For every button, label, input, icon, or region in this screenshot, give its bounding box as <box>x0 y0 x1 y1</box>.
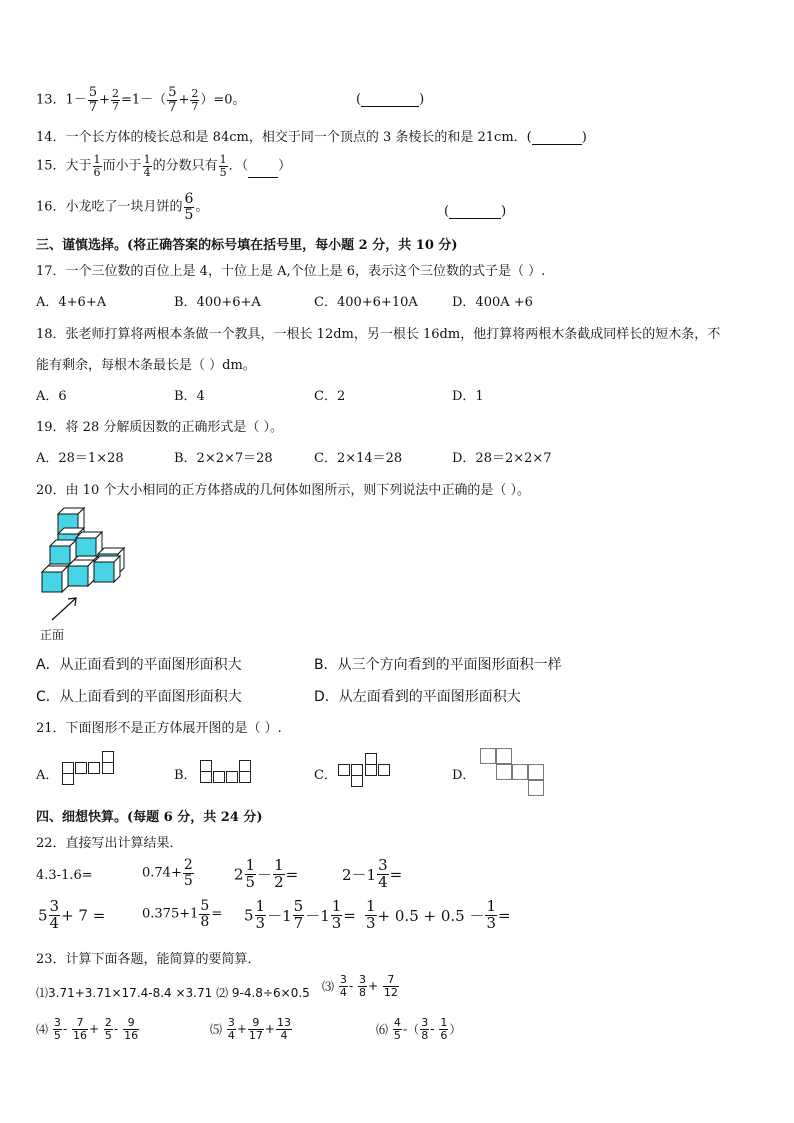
front-arrow-icon <box>46 594 82 624</box>
option-21-a[interactable]: A． <box>36 768 59 783</box>
cube <box>94 556 120 582</box>
option-17-c[interactable]: C．400+6+10A <box>314 295 418 310</box>
question-18-line-2: 能有剩余，每根木条最长是（ ）dm。 <box>36 358 256 373</box>
option-17-b[interactable]: B．400+6+A <box>174 295 261 310</box>
answer-blank-15[interactable] <box>248 177 278 178</box>
option-19-c[interactable]: C．2×14＝28 <box>314 451 403 466</box>
question-16: 16．小龙吃了一块月饼的 $\frac{6}{5}$ 。 <box>36 191 209 223</box>
problem-23-6: ⑹ $\frac{4}{5}$ -（ $\frac{3}{8}$ - $\frac{1}{6}$ ） <box>376 1016 462 1042</box>
option-17-a[interactable]: A．4+6+A <box>36 295 107 310</box>
answer-blank-16[interactable]: ( ) <box>444 204 507 219</box>
question-17: 17．一个三位数的百位上是 4，十位上是 A,个位上是 6，表示这个三位数的式子是（ ）. <box>36 264 546 279</box>
question-15: 15．大于 $\frac{1}{6}$ 而小于 $\frac{1}{4}$ 的分数只有 $\frac{1}{5}$ ．（ ） <box>36 153 292 179</box>
expr-22-4: 2－1 $\frac{3}{4}$ = <box>342 856 403 891</box>
option-18-a[interactable]: A．6 <box>36 389 67 404</box>
problem-23-3: ⑶ $\frac{3}{4}$ - $\frac{3}{8}$ + $\frac{7}{12}$ <box>322 973 398 999</box>
cube <box>68 560 94 586</box>
section-4-heading: 四、细想快算。(每题 6 分，共 24 分) <box>36 810 263 825</box>
expr-22-8: $\frac{1}{3}$ + 0.5 + 0.5 － $\frac{1}{3}$ = <box>366 897 511 932</box>
option-20-b[interactable]: B．从三个方向看到的平面图形面积一样 <box>314 657 562 673</box>
option-21-c[interactable]: C． <box>314 768 337 783</box>
expr-22-1: 4.3-1.6= <box>36 868 93 883</box>
question-19: 19．将 28 分解质因数的正确形式是（ ）。 <box>36 420 283 435</box>
option-18-b[interactable]: B．4 <box>174 389 205 404</box>
question-22: 22．直接写出计算结果． <box>36 836 183 851</box>
question-21: 21．下面图形不是正方体展开图的是（ ）. <box>36 721 282 736</box>
option-19-d[interactable]: D．28＝2×2×7 <box>452 451 552 466</box>
expr-22-6: 0.375+1 $\frac{5}{8}$ = <box>142 898 223 930</box>
option-21-d[interactable]: D． <box>452 768 476 783</box>
answer-blank-13[interactable]: ( ) <box>356 92 425 107</box>
problem-23-4: ⑷ $\frac{3}{5}$ - $\frac{7}{16}$ + $\frac{2}{5}$ - $\frac{9}{16}$ <box>36 1016 139 1042</box>
front-label: 正面 <box>40 628 65 642</box>
answer-blank-14[interactable] <box>532 144 582 145</box>
question-23: 23．计算下面各题，能简算的要简算． <box>36 952 261 967</box>
option-19-b[interactable]: B．2×2×7＝28 <box>174 451 273 466</box>
option-21-b[interactable]: B． <box>174 768 197 783</box>
cube <box>42 566 68 592</box>
option-20-a[interactable]: A．从正面看到的平面图形面积大 <box>36 657 242 673</box>
question-14: 14．一个长方体的棱长总和是 84cm，相交于同一个顶点的 3 条棱长的和是 21cm．( ) <box>36 130 587 145</box>
problem-23-5: ⑸ $\frac{3}{4}$ + $\frac{9}{17}$ + $\frac{13}{4}$ <box>210 1016 291 1042</box>
option-17-d[interactable]: D．400A +6 <box>452 295 533 310</box>
option-18-d[interactable]: D．1 <box>452 389 484 404</box>
expr-22-7: 5 $\frac{1}{3}$ －1 $\frac{5}{7}$ －1 $\frac{1}{3}$ = <box>244 897 356 932</box>
question-20: 20．由 10 个大小相同的正方体搭成的几何体如图所示，则下列说法中正确的是（ ）。 <box>36 483 530 498</box>
question-18-line-1: 18．张老师打算将两根本条做一个教具，一根长 12dm，另一根长 16dm，他打算将两根木条截成同样长的短木条，不 <box>36 327 721 342</box>
expr-22-5: 5 $\frac{3}{4}$ + 7 = <box>38 897 106 932</box>
section-3-heading: 三、谨慎选择。(将正确答案的标号填在括号里，每小题 2 分，共 10 分) <box>36 238 458 253</box>
question-13: 13．1－ $\frac{5}{7}$ + $\frac{2}{7}$ =1－（ $\frac{5}{7}$ + $\frac{2}{7}$ ）=0。 <box>36 85 246 115</box>
expr-22-3: 2 $\frac{1}{5}$ － $\frac{1}{2}$ = <box>234 856 299 891</box>
option-20-c[interactable]: C．从上面看到的平面图形面积大 <box>36 689 242 705</box>
option-18-c[interactable]: C．2 <box>314 389 346 404</box>
option-20-d[interactable]: D．从左面看到的平面图形面积大 <box>314 689 521 705</box>
problem-23-1-2: ⑴3.71+3.71×17.4-8.4 ×3.71 ⑵ 9-4.8÷6×0.5 <box>36 986 310 1000</box>
expr-22-2: 0.74+ $\frac{2}{5}$ <box>142 857 193 889</box>
option-19-a[interactable]: A．28＝1×28 <box>36 451 124 466</box>
